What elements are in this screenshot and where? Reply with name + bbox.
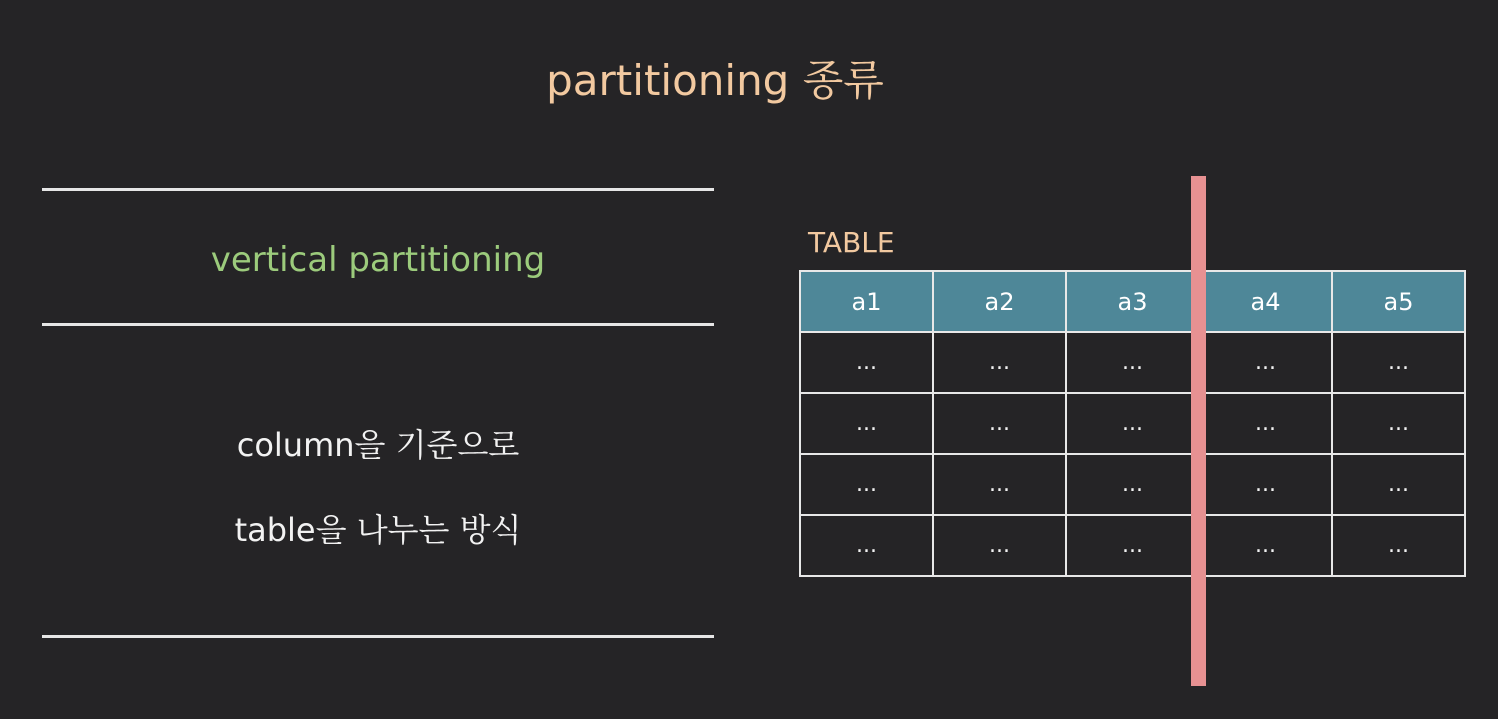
table-cell: ... xyxy=(1066,515,1199,576)
description-line-1: column을 기준으로 xyxy=(236,426,520,464)
header-cell-a3: a3 xyxy=(1066,271,1199,332)
table-cell: ... xyxy=(1199,332,1332,393)
data-table xyxy=(799,270,1466,577)
slide-title: partitioning 종류 xyxy=(546,56,884,105)
table-cell: ... xyxy=(1066,332,1199,393)
table-row xyxy=(800,393,1465,454)
table-cell: ... xyxy=(1199,454,1332,515)
table-cell: ... xyxy=(933,515,1066,576)
table-cell: ... xyxy=(800,515,933,576)
subtitle: vertical partitioning xyxy=(210,240,546,280)
description-line-2: table을 나누는 방식 xyxy=(234,511,522,549)
table-row xyxy=(800,454,1465,515)
table-cell: ... xyxy=(1332,332,1465,393)
table-cell: ... xyxy=(1066,454,1199,515)
table-label: TABLE xyxy=(808,226,895,259)
header-cell-a5: a5 xyxy=(1332,271,1465,332)
vertical-partition-line xyxy=(1191,176,1206,686)
top-divider-line xyxy=(42,188,714,191)
table-cell: ... xyxy=(800,332,933,393)
table-cell: ... xyxy=(933,454,1066,515)
table-cell: ... xyxy=(1332,515,1465,576)
table-row xyxy=(800,332,1465,393)
table-cell: ... xyxy=(1066,393,1199,454)
table-cell: ... xyxy=(1332,393,1465,454)
bottom-divider-line xyxy=(42,635,714,638)
header-cell-a1: a1 xyxy=(800,271,933,332)
table-cell: ... xyxy=(933,393,1066,454)
header-cell-a2: a2 xyxy=(933,271,1066,332)
table-cell: ... xyxy=(800,454,933,515)
table-cell: ... xyxy=(933,332,1066,393)
table-cell: ... xyxy=(1199,515,1332,576)
table-header-row xyxy=(800,271,1465,332)
table-row xyxy=(800,515,1465,576)
table-cell: ... xyxy=(800,393,933,454)
middle-divider-line xyxy=(42,323,714,326)
table-cell: ... xyxy=(1199,393,1332,454)
table-cell: ... xyxy=(1332,454,1465,515)
header-cell-a4: a4 xyxy=(1199,271,1332,332)
